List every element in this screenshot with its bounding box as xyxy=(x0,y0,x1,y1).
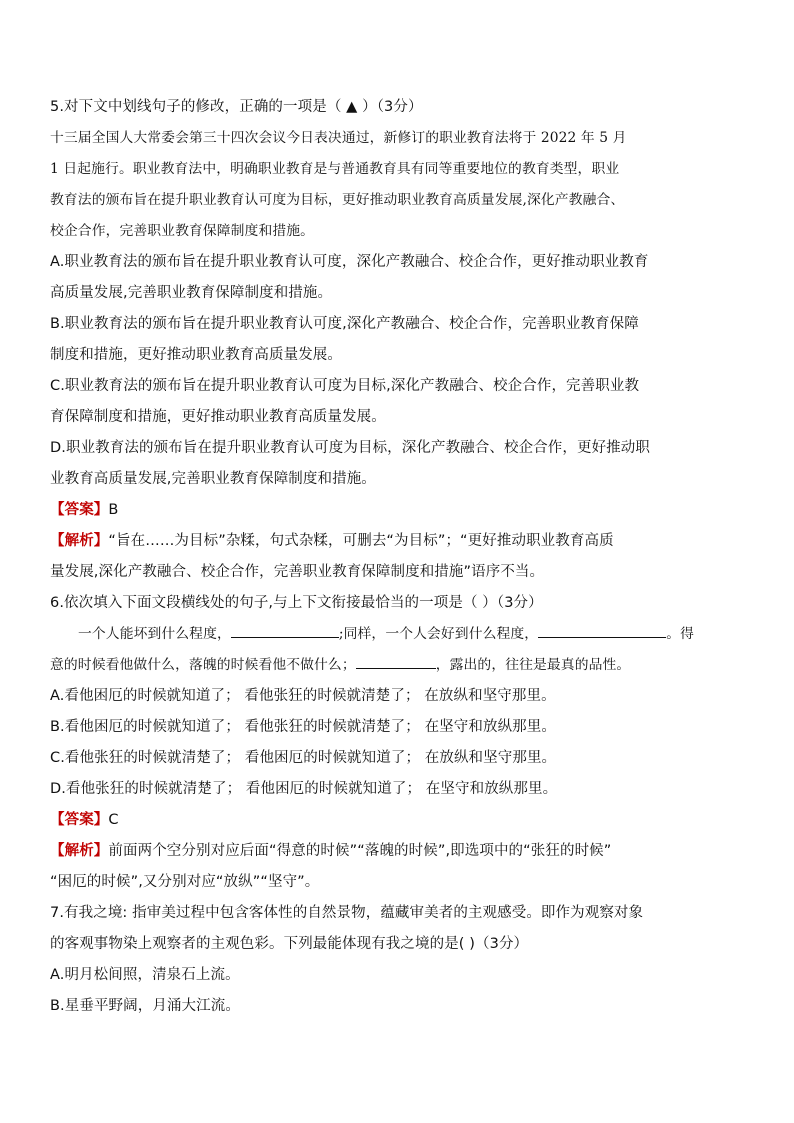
q6-passage-text: ;同样，一个人会好到什么程度， xyxy=(338,626,539,642)
q6-answer xyxy=(50,805,744,836)
q6-passage-text: 。得 xyxy=(666,626,694,642)
analysis-text: 前面两个空分别对应后面“得意的时候”“落魄的时候”,即选项中的“张狂的时候” xyxy=(108,843,612,859)
q6-passage-line xyxy=(50,650,744,681)
fill-blank xyxy=(356,654,436,669)
q5-option-d-cont: 业教育高质量发展,完善职业教育保障制度和措施。 xyxy=(50,471,376,487)
answer-value: C xyxy=(108,812,119,828)
q6-analysis-cont: “困厄的时候”,又分别对应“放纵”“坚守”。 xyxy=(50,874,320,890)
q6-option-c: C.看他张狂的时候就清楚了； 看他困厄的时候就知道了； 在放纵和坚守那里。 xyxy=(50,750,557,766)
q6-stem: 6.依次填入下面文段横线处的句子,与上下文衔接最恰当的一项是（ ）（3分） xyxy=(50,595,543,611)
q5-option-b-cont: 制度和措施，更好推动职业教育高质量发展。 xyxy=(50,347,342,363)
page-content xyxy=(50,92,744,1022)
q5-stem: 5.对下文中划线句子的修改，正确的一项是（ ▲ ）（3分） xyxy=(50,99,423,115)
q6-passage-line xyxy=(50,619,744,650)
fill-blank xyxy=(538,623,666,638)
q5-passage-line: 十三届全国人大常委会第三十四次会议今日表决通过，新修订的职业教育法将于 2022 年 5 月 xyxy=(50,130,627,146)
q5-option-a-cont: 高质量发展,完善职业教育保障制度和措施。 xyxy=(50,285,333,301)
q7-option-a: A.明月松间照，清泉石上流。 xyxy=(50,967,240,983)
analysis-tag: 【解析】 xyxy=(50,843,109,859)
fill-blank xyxy=(231,623,339,638)
q6-option-a: A.看他困厄的时候就知道了； 看他张狂的时候就清楚了； 在放纵和坚守那里。 xyxy=(50,688,556,704)
answer-value: B xyxy=(108,502,119,518)
q6-passage-text: 意的时候看他做什么，落魄的时候看他不做什么； xyxy=(50,657,356,673)
q5-analysis xyxy=(50,526,744,557)
q7-option-b: B.星垂平野阔，月涌大江流。 xyxy=(50,998,240,1014)
q5-option-c: C.职业教育法的颁布旨在提升职业教育认可度为目标,深化产教融合、校企合作，完善职业教 xyxy=(50,378,640,394)
q5-passage-line: 1 日起施行。职业教育法中，明确职业教育是与普通教育具有同等重要地位的教育类型，职业 xyxy=(50,161,620,177)
q6-option-b: B.看他困厄的时候就知道了； 看他张狂的时候就清楚了； 在坚守和放纵那里。 xyxy=(50,719,556,735)
q5-passage-line: 校企合作，完善职业教育保障制度和措施。 xyxy=(50,223,315,239)
q6-analysis xyxy=(50,836,744,867)
q5-passage-line: 教育法的颁布旨在提升职业教育认可度为目标，更好推动职业教育高质量发展,深化产教融合、 xyxy=(50,192,625,208)
answer-tag: 【答案】 xyxy=(50,502,109,518)
q6-passage-text: 一个人能坏到什么程度， xyxy=(78,626,231,642)
q5-analysis-cont: 量发展,深化产教融合、校企合作，完善职业教育保障制度和措施”语序不当。 xyxy=(50,564,545,580)
q5-option-a: A.职业教育法的颁布旨在提升职业教育认可度，深化产教融合、校企合作，更好推动职业教育 xyxy=(50,254,649,270)
analysis-text: “旨在……为目标”杂糅，句式杂糅，可删去“为目标”；“更好推动职业教育高质 xyxy=(108,533,614,549)
q6-option-d: D.看他张狂的时候就清楚了； 看他困厄的时候就知道了； 在坚守和放纵那里。 xyxy=(50,781,558,797)
answer-tag: 【答案】 xyxy=(50,812,109,828)
q7-stem: 7.有我之境: 指审美过程中包含客体性的自然景物，蕴藏审美者的主观感受。即作为观察对象 xyxy=(50,905,644,921)
q5-option-c-cont: 育保障制度和措施，更好推动职业教育高质量发展。 xyxy=(50,409,386,425)
q5-option-d: D.职业教育法的颁布旨在提升职业教育认可度为目标，深化产教融合、校企合作，更好推动职 xyxy=(50,440,650,456)
q6-passage-text: ，露出的，往往是最真的品性。 xyxy=(435,657,631,673)
q7-stem-cont: 的客观事物染上观察者的主观色彩。下列最能体现有我之境的是( )（3分） xyxy=(50,936,529,952)
q5-answer xyxy=(50,495,744,526)
analysis-tag: 【解析】 xyxy=(50,533,109,549)
q5-option-b: B.职业教育法的颁布旨在提升职业教育认可度,深化产教融合、校企合作，完善职业教育保障 xyxy=(50,316,639,332)
